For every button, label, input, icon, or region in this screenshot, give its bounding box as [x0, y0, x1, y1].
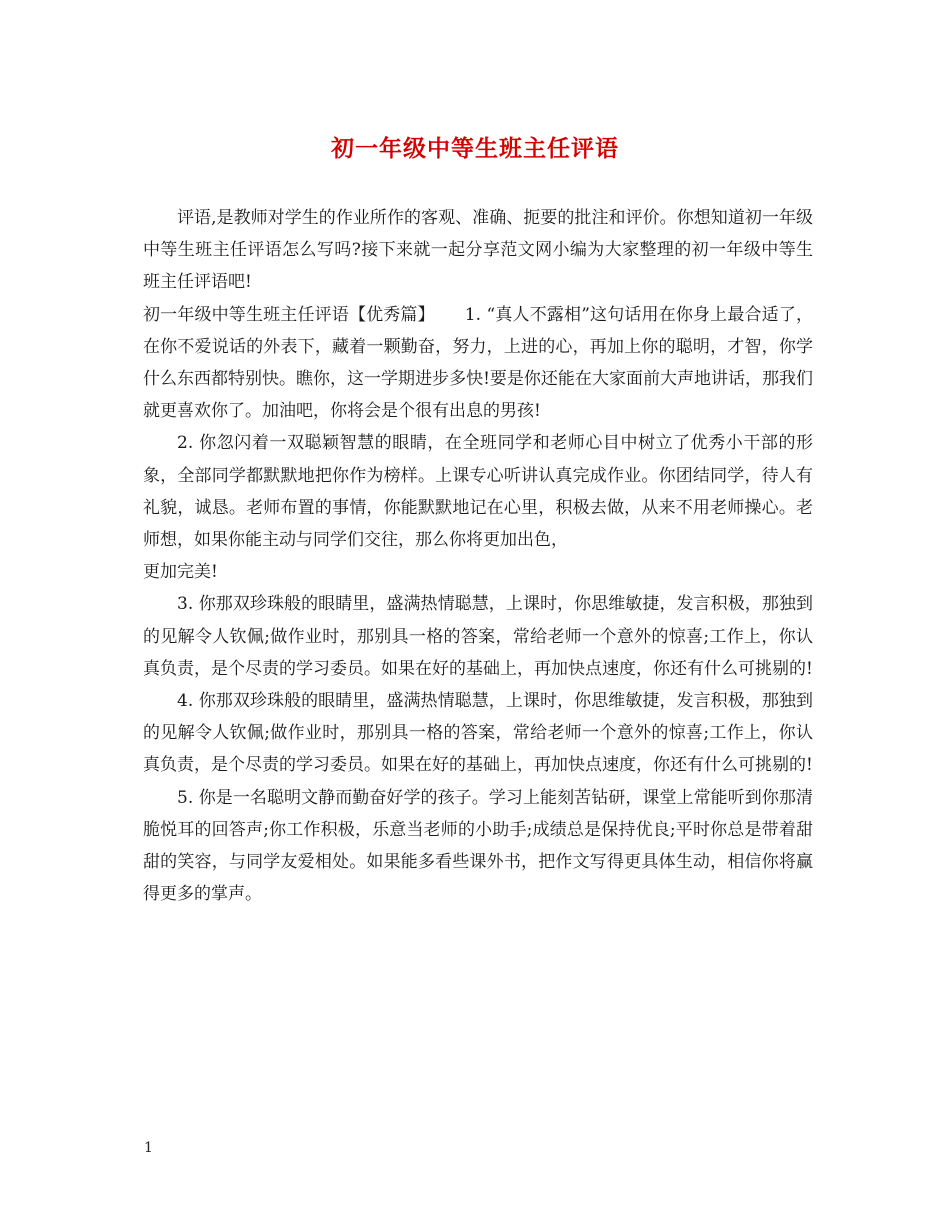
section-heading: 初一年级中等生班主任评语【优秀篇】 [143, 304, 435, 325]
page-number: 1 [144, 1140, 153, 1156]
document-title: 初一年级中等生班主任评语 [331, 135, 619, 162]
comment-item-5: 5. 你是一名聪明文静而勤奋好学的孩子。学习上能刻苦钻研，课堂上常能听到你那清脆悦耳的回答声;你工作积极，乐意当老师的小助手;成绩总是保持优良;平时你总是带着甜甜的笑容，与同学友爱相处。如果能多看些课外书，把作文写得更具体生动，相信你将赢得更多的掌声。 [143, 787, 813, 905]
intro-paragraph: 评语,是教师对学生的作业所作的客观、准确、扼要的批注和评价。你想知道初一年级中等生班主任评语怎么写吗?接下来就一起分享范文网小编为大家整理的初一年级中等生班主任评语吧! [143, 208, 813, 293]
comment-item-2: 2. 你忽闪着一双聪颖智慧的眼睛，在全班同学和老师心目中树立了优秀小干部的形象，全部同学都默默地把你作为榜样。上课专心听讲认真完成作业。你团结同学，待人有礼貌，诚恳。老师布置的事情，你能默默地记在心里，积极去做，从来不用老师操心。老师想，如果你能主动与同学们交往，那么你将更加出色， [143, 433, 813, 551]
comment-item-2-end: 更加完美! [143, 562, 218, 583]
comment-item-1: 1. “真人不露相”这句话用在你身上最合适了，在你不爱说话的外表下，藏着一颗勤奋，努力，上进的心，再加上你的聪明，才智，你学什么东西都特别快。瞧你，这一学期进步多快!要是你还能在大家面前大声地讲话，那我们就更喜欢你了。加油吧，你将会是个很有出息的男孩! [143, 304, 813, 422]
document-body [143, 202, 813, 910]
comment-item-3: 3. 你那双珍珠般的眼睛里，盛满热情聪慧，上课时，你思维敏捷，发言积极，那独到的见解令人钦佩;做作业时，那别具一格的答案，常给老师一个意外的惊喜;工作上，你认真负责，是个尽责的学习委员。如果在好的基础上，再加快点速度，你还有什么可挑剔的! [143, 594, 813, 679]
comment-item-4: 4. 你那双珍珠般的眼睛里，盛满热情聪慧，上课时，你思维敏捷，发言积极，那独到的见解令人钦佩;做作业时，那别具一格的答案，常给老师一个意外的惊喜;工作上，你认真负责，是个尽责的学习委员。如果在好的基础上，再加快点速度，你还有什么可挑剔的! [143, 691, 813, 776]
section-paragraph [143, 299, 813, 428]
